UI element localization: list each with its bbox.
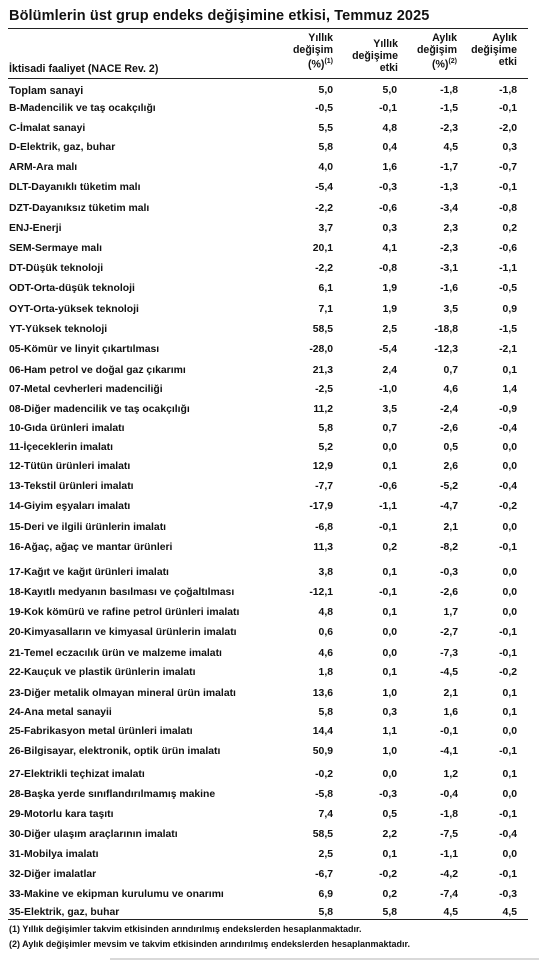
row-value-3: -1,1: [440, 849, 458, 860]
row-value-2: -0,3: [379, 789, 397, 800]
table-row: [0, 788, 539, 802]
row-value-3: -1,7: [440, 162, 458, 173]
row-value-4: 0,0: [502, 789, 517, 800]
row-value-1: 58,5: [312, 324, 333, 335]
row-value-2: 1,1: [382, 726, 397, 737]
row-value-1: -0,5: [315, 103, 333, 114]
row-value-1: 5,8: [318, 142, 333, 153]
row-value-4: -0,7: [499, 162, 517, 173]
row-value-3: -18,8: [434, 324, 458, 335]
row-value-2: -1,0: [379, 384, 397, 395]
row-value-1: -28,0: [309, 344, 333, 355]
row-value-2: -0,8: [379, 263, 397, 274]
row-label: ODT-Orta-düşük teknoloji: [9, 283, 135, 294]
row-value-3: -1,5: [440, 103, 458, 114]
header-annual-effect-line1: Yıllık: [373, 38, 398, 50]
row-label: 24-Ana metal sanayii: [9, 707, 112, 718]
row-value-2: 2,2: [382, 829, 397, 840]
row-value-4: 0,3: [502, 142, 517, 153]
row-value-1: -5,4: [315, 182, 333, 193]
header-activity: [9, 63, 158, 75]
row-value-2: 0,5: [382, 809, 397, 820]
row-value-3: 1,2: [443, 769, 458, 780]
row-value-2: 0,0: [382, 769, 397, 780]
header-monthly-change-line3: (%)$^{(2)}$: [431, 58, 457, 71]
row-value-3: -5,2: [440, 481, 458, 492]
row-value-4: -1,8: [499, 85, 517, 96]
header-annual-effect-line3: etki: [379, 62, 398, 74]
row-value-2: 0,1: [382, 607, 397, 618]
table-row: [0, 343, 539, 357]
row-value-3: -7,4: [440, 889, 458, 900]
table-bottom-divider: [8, 919, 528, 920]
row-label: DLT-Dayanıklı tüketim malı: [9, 182, 141, 193]
row-value-4: 0,0: [502, 849, 517, 860]
row-value-1: 5,2: [318, 442, 333, 453]
row-value-1: -12,1: [309, 587, 333, 598]
row-value-1: 5,8: [318, 423, 333, 434]
row-value-1: 14,4: [312, 726, 333, 737]
row-value-4: -0,4: [499, 481, 517, 492]
row-value-4: -0,3: [499, 889, 517, 900]
row-value-4: 0,0: [502, 461, 517, 472]
row-value-3: -0,1: [440, 726, 458, 737]
row-label: 18-Kayıtlı medyanın basılması ve çoğaltılması: [9, 587, 235, 598]
row-label: 25-Fabrikasyon metal ürünleri imalatı: [9, 726, 193, 737]
row-value-1: 21,3: [312, 365, 333, 376]
row-value-2: -0,6: [379, 481, 397, 492]
row-value-4: 0,1: [502, 688, 517, 699]
row-value-1: 11,2: [313, 404, 333, 415]
row-label: D-Elektrik, gaz, buhar: [9, 142, 116, 153]
row-label: Toplam sanayi: [9, 85, 84, 97]
table-row: [0, 441, 539, 455]
row-label: 10-Gıda ürünleri imalatı: [9, 423, 125, 434]
row-value-1: 5,8: [318, 907, 333, 918]
row-value-3: -2,4: [440, 404, 458, 415]
row-label: 21-Temel eczacılık ürün ve malzeme imalatı: [9, 648, 222, 659]
row-value-4: -0,4: [499, 829, 517, 840]
row-value-2: 2,5: [382, 324, 397, 335]
row-value-4: 0,0: [502, 522, 517, 533]
row-label: C-İmalat sanayi: [9, 123, 86, 134]
table-row: [0, 222, 539, 236]
row-value-3: -4,5: [440, 667, 458, 678]
table-row: [0, 808, 539, 822]
row-value-1: 5,5: [318, 123, 333, 134]
row-value-2: 0,2: [382, 889, 397, 900]
row-value-2: -0,1: [379, 103, 397, 114]
row-label: 13-Tekstil ürünleri imalatı: [9, 481, 134, 492]
row-value-3: 2,1: [443, 688, 458, 699]
row-value-3: -8,2: [440, 542, 458, 553]
row-value-2: 4,1: [382, 243, 397, 254]
row-label: B-Madencilik ve taş ocakçılığı: [9, 103, 156, 114]
row-value-3: -2,3: [440, 243, 458, 254]
row-label: DT-Düşük teknoloji: [9, 263, 104, 274]
row-value-4: -0,1: [499, 746, 517, 757]
row-label: 31-Mobilya imalatı: [9, 849, 99, 860]
row-value-3: 1,7: [443, 607, 458, 618]
row-label: 27-Elektrikli teçhizat imalatı: [9, 769, 145, 780]
title-divider: [8, 28, 528, 29]
row-label: DZT-Dayanıksız tüketim malı: [9, 203, 150, 214]
header-monthly-effect-line1: Aylık: [492, 32, 517, 44]
table-row: [0, 725, 539, 739]
row-value-2: 3,5: [382, 404, 397, 415]
row-value-3: -3,4: [440, 203, 458, 214]
row-label: 30-Diğer ulaşım araçlarının imalatı: [9, 829, 178, 840]
row-value-1: -7,7: [315, 481, 333, 492]
table-row: [0, 666, 539, 680]
row-label: 29-Motorlu kara taşıtı: [9, 809, 114, 820]
row-value-2: 0,3: [382, 707, 397, 718]
row-label: ARM-Ara malı: [9, 162, 78, 173]
row-value-2: 1,6: [382, 162, 397, 173]
row-label: ENJ-Enerji: [9, 223, 62, 234]
table-row: [0, 161, 539, 175]
row-label: 17-Kağıt ve kağıt ürünleri imalatı: [9, 567, 169, 578]
table-row: [0, 606, 539, 620]
table-row: [0, 647, 539, 661]
row-value-3: 3,5: [443, 304, 458, 315]
row-value-4: -0,1: [499, 182, 517, 193]
row-value-3: -7,5: [440, 829, 458, 840]
table-row: [0, 868, 539, 882]
row-label: 14-Giyim eşyaları imalatı: [9, 501, 131, 512]
row-value-4: -0,4: [499, 423, 517, 434]
row-value-1: -2,5: [315, 384, 333, 395]
row-label: 19-Kok kömürü ve rafine petrol ürünleri imalatı: [9, 607, 240, 618]
row-value-4: -0,9: [499, 404, 517, 415]
row-value-2: 1,9: [382, 304, 397, 315]
row-value-3: -4,7: [440, 501, 458, 512]
table-row: [0, 500, 539, 514]
row-value-4: 0,0: [502, 567, 517, 578]
footnote-2: (2) Aylık değişimler mevsim ve takvim etkisinden arındırılmış endekslerden hesaplanmaktadır.: [9, 939, 411, 949]
row-value-1: -17,9: [309, 501, 333, 512]
row-value-3: 2,1: [443, 522, 458, 533]
row-value-1: 4,8: [318, 607, 333, 618]
row-value-4: 1,4: [502, 384, 517, 395]
row-value-4: 0,9: [502, 304, 517, 315]
row-value-4: -2,1: [499, 344, 517, 355]
row-value-3: -2,6: [440, 587, 458, 598]
table-row: [0, 202, 539, 216]
row-label: SEM-Sermaye malı: [9, 243, 102, 254]
header-annual-change-line1: Yıllık: [308, 32, 333, 44]
row-value-1: -0,2: [315, 769, 333, 780]
row-value-2: 0,1: [382, 567, 397, 578]
row-value-4: 0,0: [502, 726, 517, 737]
row-value-2: -5,4: [379, 344, 397, 355]
row-value-2: -0,1: [379, 587, 397, 598]
row-value-2: -0,1: [379, 522, 397, 533]
row-value-3: -7,3: [440, 648, 458, 659]
row-value-1: 3,7: [318, 223, 333, 234]
row-value-4: -0,5: [499, 283, 517, 294]
row-value-3: 0,5: [443, 442, 458, 453]
row-value-2: -0,2: [379, 869, 397, 880]
row-value-1: 6,9: [318, 889, 333, 900]
row-label: 06-Ham petrol ve doğal gaz çıkarımı: [9, 365, 186, 376]
row-value-3: 4,5: [443, 142, 458, 153]
page-edge-line: [110, 958, 539, 960]
row-label: 32-Diğer imalatlar: [9, 869, 97, 880]
table-row: [0, 706, 539, 720]
table-row: [0, 745, 539, 759]
table-row: [0, 282, 539, 296]
row-value-2: 1,0: [382, 746, 397, 757]
row-value-3: -1,8: [440, 85, 458, 96]
row-value-2: 0,1: [382, 461, 397, 472]
header-annual-change-line2: değişim: [292, 44, 333, 56]
row-label: 20-Kimyasalların ve kimyasal ürünlerin imalatı: [9, 627, 237, 638]
row-label: YT-Yüksek teknoloji: [9, 324, 108, 335]
header-monthly-change-line1: Aylık: [432, 32, 457, 44]
row-label: 26-Bilgisayar, elektronik, optik ürün imalatı: [9, 746, 221, 757]
table-row: [0, 626, 539, 640]
row-value-1: 20,1: [312, 243, 333, 254]
table-row: [0, 541, 539, 555]
row-value-2: -1,1: [379, 501, 397, 512]
table-row: [0, 141, 539, 155]
row-value-3: 4,6: [443, 384, 458, 395]
table-row: [0, 262, 539, 276]
row-value-1: 7,4: [318, 809, 333, 820]
row-label: 33-Makine ve ekipman kurulumu ve onarımı: [9, 889, 224, 900]
table-row: [0, 122, 539, 136]
table-row: [0, 102, 539, 116]
table-row: [0, 566, 539, 580]
row-value-3: -2,7: [440, 627, 458, 638]
row-value-4: -0,1: [499, 627, 517, 638]
row-value-1: -6,7: [315, 869, 333, 880]
row-value-3: 1,6: [443, 707, 458, 718]
row-value-4: -0,1: [499, 103, 517, 114]
table-row: [0, 480, 539, 494]
row-label: 08-Diğer madencilik ve taş ocakçılığı: [9, 404, 190, 415]
row-value-2: -0,3: [379, 182, 397, 193]
row-label: 35-Elektrik, gaz, buhar: [9, 907, 120, 918]
table-row: [0, 768, 539, 782]
row-value-1: -2,2: [315, 263, 333, 274]
row-value-2: 0,1: [382, 849, 397, 860]
row-value-2: 1,9: [382, 283, 397, 294]
row-value-4: 0,1: [502, 707, 517, 718]
row-value-3: 2,6: [443, 461, 458, 472]
row-value-3: -4,1: [440, 746, 458, 757]
row-value-3: -0,3: [440, 567, 458, 578]
table-row: [0, 906, 539, 920]
row-value-1: 7,1: [318, 304, 333, 315]
row-value-1: 13,6: [312, 688, 333, 699]
table-row: [0, 242, 539, 256]
row-value-3: 0,7: [443, 365, 458, 376]
row-value-2: 0,0: [382, 648, 397, 659]
row-value-4: -0,1: [499, 542, 517, 553]
table-row: [0, 422, 539, 436]
row-value-4: 0,0: [502, 587, 517, 598]
row-value-2: 0,0: [382, 442, 397, 453]
row-value-1: 11,3: [313, 542, 333, 553]
row-value-2: 1,0: [382, 688, 397, 699]
row-value-3: -4,2: [440, 869, 458, 880]
header-divider: [8, 78, 528, 79]
row-value-4: 0,0: [502, 607, 517, 618]
row-value-1: 3,8: [318, 567, 333, 578]
row-value-3: 2,3: [443, 223, 458, 234]
row-value-4: -2,0: [499, 123, 517, 134]
header-monthly-effect: [437, 32, 517, 68]
row-label: OYT-Orta-yüksek teknoloji: [9, 304, 139, 315]
row-value-2: -0,6: [379, 203, 397, 214]
row-value-4: 0,0: [502, 442, 517, 453]
row-value-1: 4,6: [318, 648, 333, 659]
row-value-1: -5,8: [315, 789, 333, 800]
row-label: 28-Başka yerde sınıflandırılmamış makine: [9, 789, 216, 800]
table-row: [0, 687, 539, 701]
row-value-2: 2,4: [382, 365, 397, 376]
row-value-4: -0,1: [499, 648, 517, 659]
table-row: [0, 828, 539, 842]
row-value-1: 0,6: [318, 627, 333, 638]
table-row: [0, 521, 539, 535]
row-value-1: 4,0: [318, 162, 333, 173]
footnote-1: (1) Yıllık değişimler takvim etkisinden arındırılmış endekslerden hesaplanmaktadır.: [9, 924, 362, 934]
row-value-1: 6,1: [318, 283, 333, 294]
row-value-4: -0,1: [499, 809, 517, 820]
row-value-2: 4,8: [382, 123, 397, 134]
row-value-4: -0,8: [499, 203, 517, 214]
row-value-4: -0,2: [499, 501, 517, 512]
table-row: [0, 586, 539, 600]
table-row: [0, 323, 539, 337]
row-value-4: 0,2: [502, 223, 517, 234]
row-value-2: 5,8: [382, 907, 397, 918]
row-value-1: 1,8: [318, 667, 333, 678]
table-row: [0, 888, 539, 902]
row-label: 16-Ağaç, ağaç ve mantar ürünleri: [9, 542, 173, 553]
row-value-1: 50,9: [312, 746, 333, 757]
table-row: [0, 303, 539, 317]
row-value-1: 58,5: [312, 829, 333, 840]
row-label: 15-Deri ve ilgili ürünlerin imalatı: [9, 522, 167, 533]
table-row: [0, 181, 539, 195]
row-value-3: 4,5: [443, 907, 458, 918]
row-label: 23-Diğer metalik olmayan mineral ürün imalatı: [9, 688, 236, 699]
row-value-1: -6,8: [315, 522, 333, 533]
row-value-4: -1,1: [499, 263, 517, 274]
row-label: 11-İçeceklerin imalatı: [9, 442, 113, 453]
row-value-3: -1,8: [440, 809, 458, 820]
table-row: [0, 84, 539, 98]
row-value-3: -2,3: [440, 123, 458, 134]
row-value-2: 0,4: [382, 142, 397, 153]
row-value-4: 4,5: [502, 907, 517, 918]
row-value-4: -0,1: [499, 869, 517, 880]
row-value-3: -12,3: [434, 344, 458, 355]
row-value-4: -1,5: [499, 324, 517, 335]
row-value-3: -0,4: [440, 789, 458, 800]
table-row: [0, 848, 539, 862]
header-monthly-change-line2: değişim: [416, 44, 457, 56]
row-value-2: 0,2: [382, 542, 397, 553]
row-value-1: 2,5: [318, 849, 333, 860]
row-value-4: -0,6: [499, 243, 517, 254]
row-value-2: 0,7: [382, 423, 397, 434]
row-value-2: 0,0: [382, 627, 397, 638]
header-monthly-effect-line3: etki: [498, 56, 517, 68]
row-value-3: -3,1: [440, 263, 458, 274]
table-row: [0, 460, 539, 474]
row-value-2: 0,3: [382, 223, 397, 234]
row-value-3: -2,6: [440, 423, 458, 434]
row-value-1: 5,0: [318, 85, 333, 96]
table-title: Bölümlerin üst grup endeks değişimine etkisi, Temmuz 2025: [9, 8, 430, 24]
row-value-3: -1,3: [440, 182, 458, 193]
row-value-2: 0,1: [382, 667, 397, 678]
header-annual-change-line3: (%)$^{(1)}$: [307, 58, 333, 71]
header-monthly-effect-line2: değişime: [471, 44, 517, 56]
row-value-3: -1,6: [440, 283, 458, 294]
row-value-4: -0,2: [499, 667, 517, 678]
row-label: 12-Tütün ürünleri imalatı: [9, 461, 131, 472]
table-row: [0, 403, 539, 417]
row-value-1: -2,2: [315, 203, 333, 214]
row-label: 05-Kömür ve linyit çıkartılması: [9, 344, 160, 355]
row-value-1: 12,9: [312, 461, 333, 472]
row-value-1: 5,8: [318, 707, 333, 718]
row-label: 22-Kauçuk ve plastik ürünlerin imalatı: [9, 667, 196, 678]
table-row: [0, 364, 539, 378]
header-annual-effect-line2: değişime: [352, 50, 398, 62]
header-activity-label: İktisadi faaliyet (NACE Rev. 2): [9, 63, 159, 75]
table-row: [0, 383, 539, 397]
row-value-4: 0,1: [502, 365, 517, 376]
row-value-4: 0,1: [502, 769, 517, 780]
row-label: 07-Metal cevherleri madenciliği: [9, 384, 163, 395]
row-value-2: 5,0: [382, 85, 397, 96]
